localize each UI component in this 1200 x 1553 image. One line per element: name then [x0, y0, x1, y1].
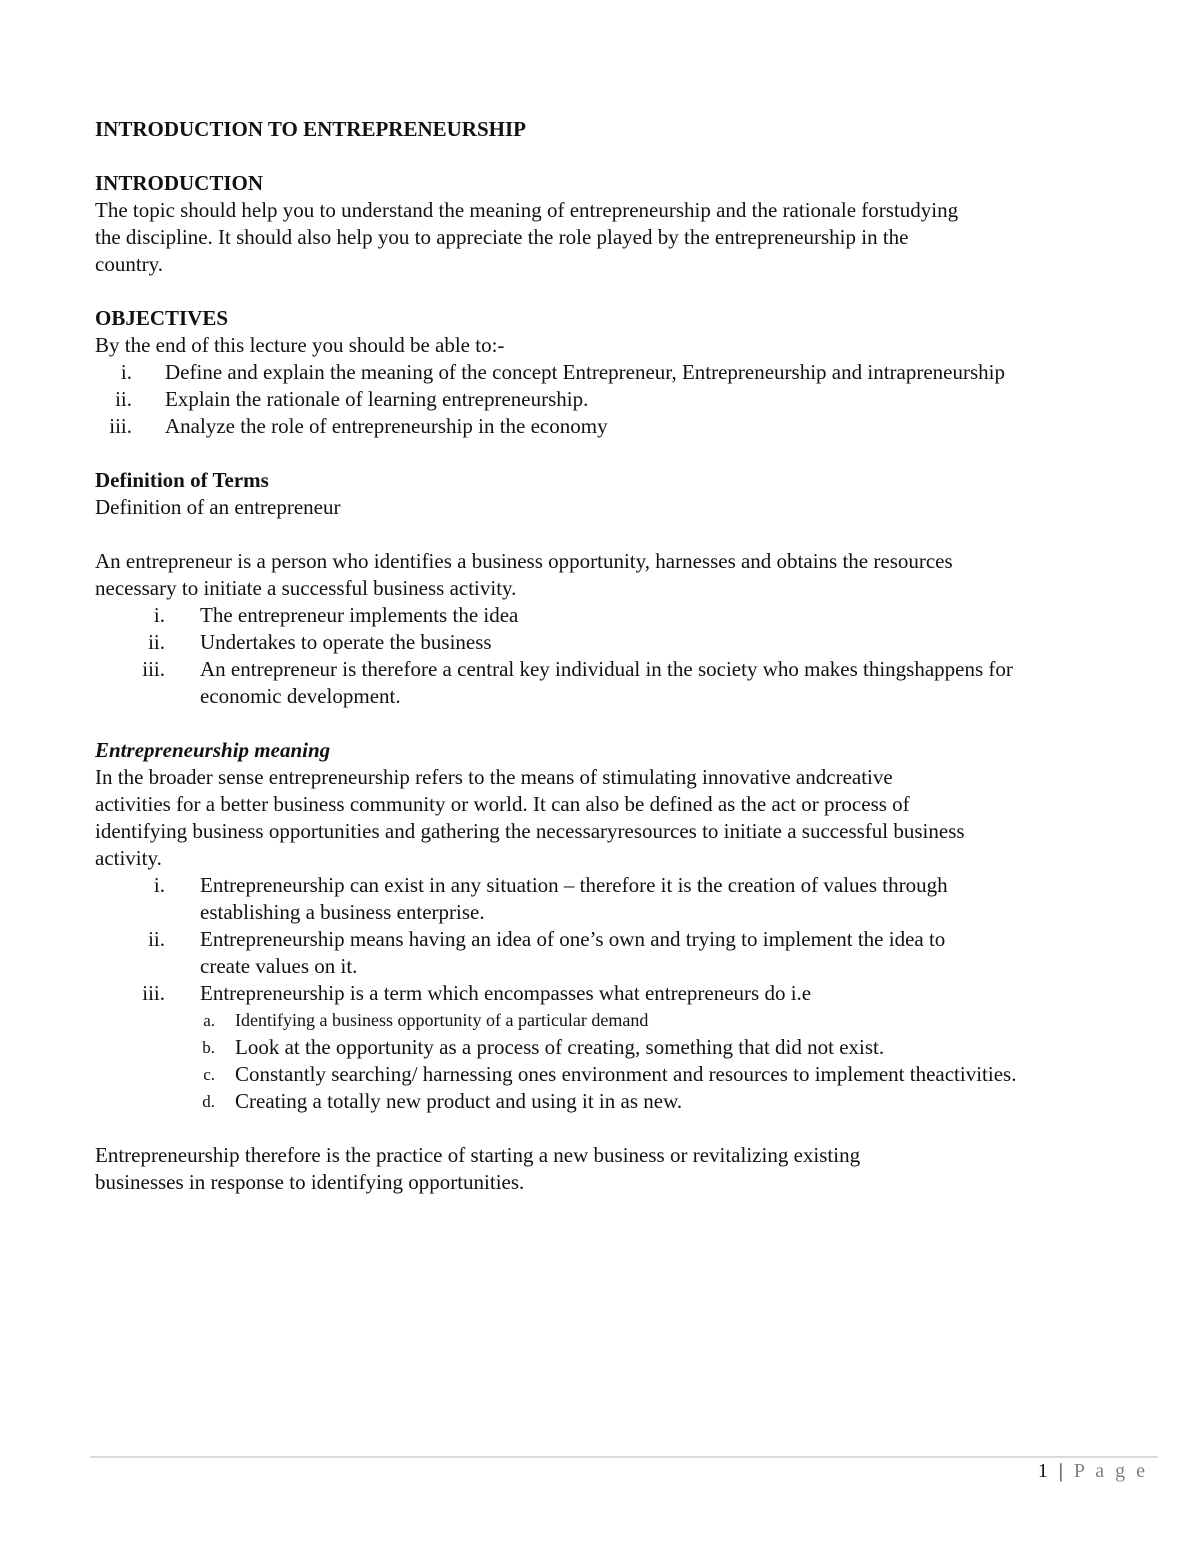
definitions-subheading: Definition of an entrepreneur: [95, 495, 341, 519]
meaning-subitem: [95, 1088, 1145, 1115]
objective-item: [95, 386, 1145, 413]
list-number: i.: [120, 360, 132, 384]
page-footer: [1038, 1460, 1148, 1483]
objective-item: [95, 413, 1145, 440]
conclusion-line: Entrepreneurship therefore is the practice of starting a new business or revitalizing existing: [95, 1143, 861, 1167]
list-number: iii.: [142, 981, 165, 1005]
meaning-subitem-text: Creating a totally new product and using it in as new.: [235, 1089, 683, 1113]
objectives-lead: By the end of this lecture you should be able to:-: [95, 333, 505, 357]
meaning-item-continuation: create values on it.: [200, 954, 358, 978]
objective-text: Define and explain the meaning of the concept Entrepreneur, Entrepreneurship and intrapreneurship: [165, 360, 1005, 384]
list-letter: b.: [202, 1038, 215, 1057]
meaning-item-text: Entrepreneurship can exist in any situation – therefore it is the creation of values through: [200, 873, 948, 897]
meaning-subitem: [95, 1007, 1145, 1034]
intro-line: the discipline. It should also help you to appreciate the role played by the entrepreneurship in the: [95, 225, 909, 249]
meaning-heading: Entrepreneurship meaning: [95, 738, 331, 762]
meaning-item: [95, 872, 1145, 926]
objective-text: Explain the rationale of learning entrepreneurship.: [165, 387, 589, 411]
document-title: INTRODUCTION TO ENTREPRENEURSHIP: [95, 117, 526, 141]
page-label: P a g e: [1073, 1460, 1148, 1482]
meaning-subitem-text: Identifying a business opportunity of a particular demand: [235, 1010, 649, 1030]
definition-paragraph-line: necessary to initiate a successful business activity.: [95, 576, 517, 600]
list-number: iii.: [142, 657, 165, 681]
list-number: ii.: [148, 630, 165, 654]
document-page: [95, 116, 1145, 1196]
meaning-item-continuation: establishing a business enterprise.: [200, 900, 485, 924]
meaning-item: [95, 926, 1145, 980]
list-number: i.: [153, 603, 165, 627]
meaning-paragraph-line: activities for a better business community or world. It can also be defined as the act or process of: [95, 792, 910, 816]
footer-divider: [90, 1456, 1158, 1458]
introduction-heading: INTRODUCTION: [95, 171, 264, 195]
objective-item: [95, 359, 1145, 386]
definition-item: [95, 629, 1145, 656]
list-number: iii.: [109, 414, 132, 438]
meaning-paragraph-line: In the broader sense entrepreneurship refers to the means of stimulating innovative andcreative: [95, 765, 893, 789]
meaning-subitem-text: Look at the opportunity as a process of creating, something that did not exist.: [235, 1035, 885, 1059]
meaning-item-text: Entrepreneurship is a term which encompasses what entrepreneurs do i.e: [200, 981, 812, 1005]
list-number: ii.: [148, 927, 165, 951]
definition-item: [95, 656, 1145, 710]
meaning-paragraph-line: activity.: [95, 846, 162, 870]
intro-line: country.: [95, 252, 164, 276]
objectives-heading: OBJECTIVES: [95, 306, 229, 330]
definition-item-text: The entrepreneur implements the idea: [200, 603, 519, 627]
list-number: ii.: [115, 387, 132, 411]
meaning-item: [95, 980, 1145, 1007]
meaning-item-text: Entrepreneurship means having an idea of one’s own and trying to implement the idea to: [200, 927, 946, 951]
list-letter: d.: [202, 1092, 215, 1111]
meaning-subitem-text: Constantly searching/ harnessing ones environment and resources to implement theactivities.: [235, 1062, 1017, 1086]
definition-paragraph-line: An entrepreneur is a person who identifies a business opportunity, harnesses and obtains the resources: [95, 549, 953, 573]
conclusion-line: businesses in response to identifying opportunities.: [95, 1170, 525, 1194]
definition-item-text: An entrepreneur is therefore a central key individual in the society who makes thingshappens for: [200, 657, 1013, 681]
meaning-subitem: [95, 1034, 1145, 1061]
list-letter: a.: [203, 1011, 215, 1030]
definition-item-continuation: economic development.: [200, 684, 401, 708]
footer-separator: |: [1058, 1460, 1066, 1482]
intro-line: The topic should help you to understand the meaning of entrepreneurship and the rationale forstudying: [95, 198, 959, 222]
list-number: i.: [153, 873, 165, 897]
list-letter: c.: [203, 1065, 215, 1084]
objective-text: Analyze the role of entrepreneurship in the economy: [165, 414, 608, 438]
definition-item: [95, 602, 1145, 629]
meaning-paragraph-line: identifying business opportunities and gathering the necessaryresources to initiate a successful business: [95, 819, 965, 843]
meaning-subitem: [95, 1061, 1145, 1088]
definitions-heading: Definition of Terms: [95, 468, 269, 492]
page-number: 1: [1037, 1460, 1051, 1482]
definition-item-text: Undertakes to operate the business: [200, 630, 492, 654]
